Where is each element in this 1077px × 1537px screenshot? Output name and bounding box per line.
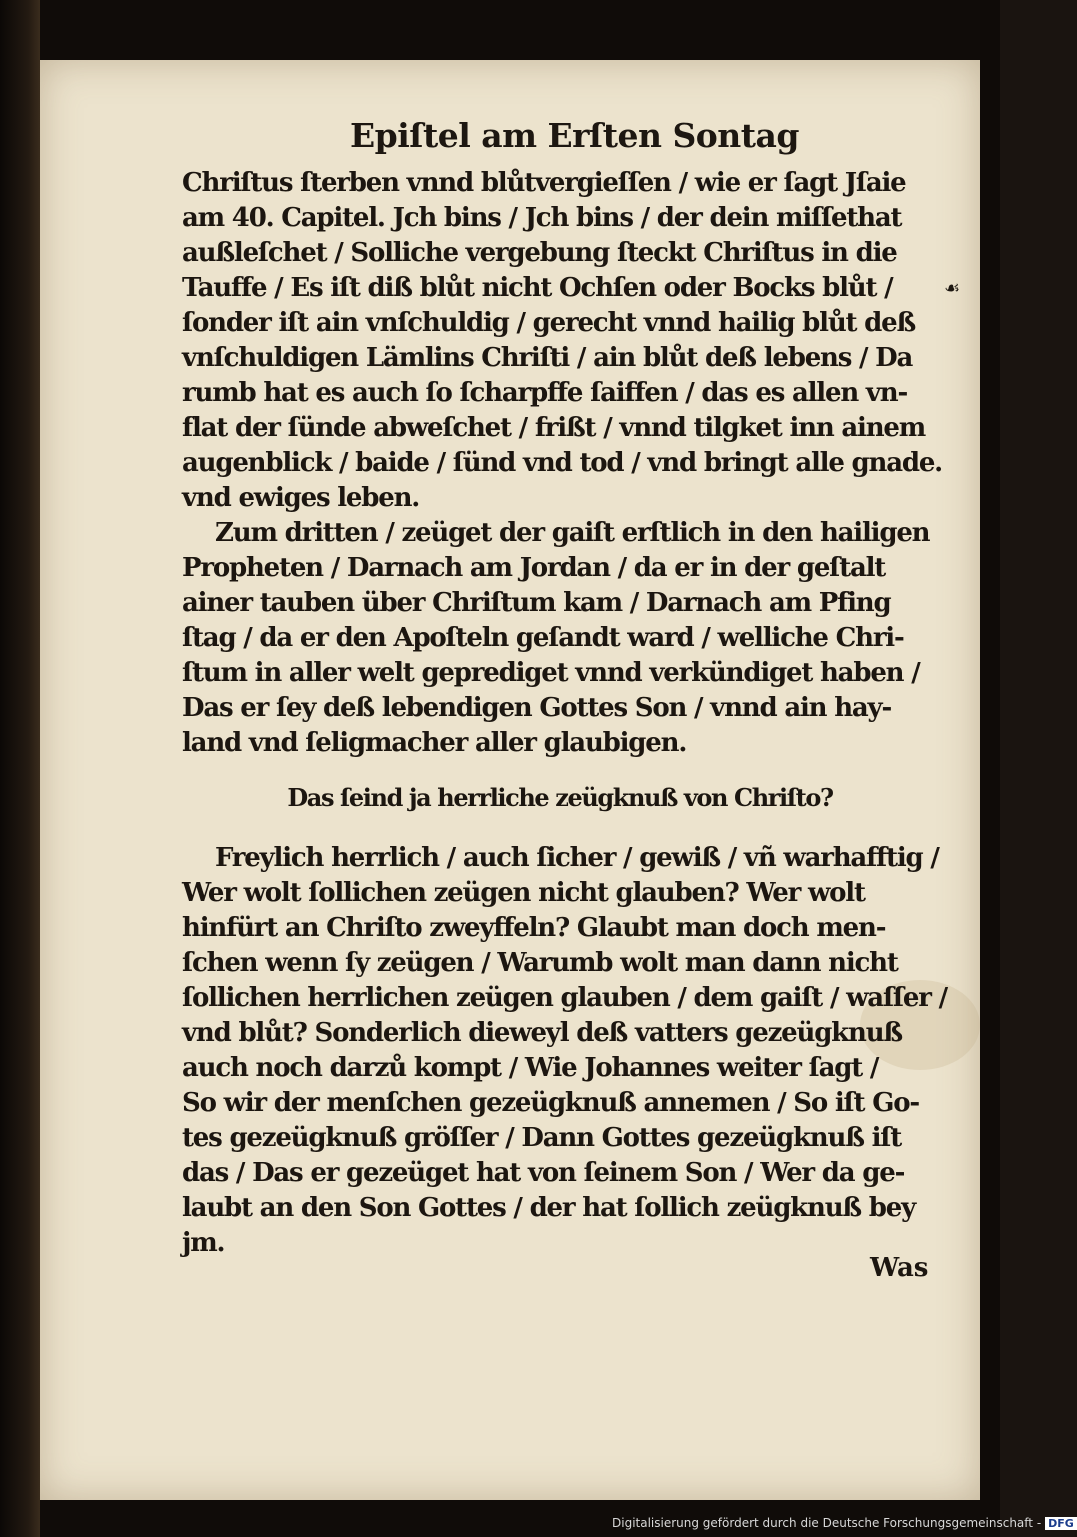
text-line: Tauffe / Es iſt diß blůt nicht Ochſen oder Bocks blůt / bbox=[182, 273, 893, 303]
text-line: jm. bbox=[182, 1228, 225, 1258]
running-header: Epiſtel am Erſten Sontag bbox=[350, 116, 800, 155]
text-line: flat der ſünde abweſchet / frißt / vnnd tilgket inn ainem bbox=[182, 413, 926, 443]
text-line: außleſchet / Solliche vergebung ſteckt Chriſtus in die bbox=[182, 238, 897, 268]
text-line: Zum dritten / zeüget der gaiſt erſtlich in den hailigen bbox=[215, 518, 930, 548]
text-line: auch noch darzů kompt / Wie Johannes weiter ſagt / bbox=[182, 1053, 879, 1083]
text-line: Das er ſey deß lebendigen Gottes Son / vnnd ain hay- bbox=[182, 693, 892, 723]
text-line: ſchen wenn ſy zeügen / Warumb wolt man dann nicht bbox=[182, 948, 898, 978]
catchword: Was bbox=[870, 1253, 929, 1283]
text-line: tes gezeügknuß gröſſer / Dann Gottes gezeügknuß iſt bbox=[182, 1123, 902, 1153]
text-line: ſtag / da er den Apoſteln geſandt ward / welliche Chri- bbox=[182, 623, 904, 653]
credit-text: Digitalisierung gefördert durch die Deutsche Forschungsgemeinschaft - bbox=[612, 1516, 1042, 1530]
text-line: Wer wolt ſollichen zeügen nicht glauben? Wer wolt bbox=[182, 878, 865, 908]
text-line: rumb hat es auch ſo ſcharpffe ſaiffen / das es allen vn- bbox=[182, 378, 908, 408]
text-line: So wir der menſchen gezeügknuß annemen / So iſt Go- bbox=[182, 1088, 919, 1118]
text-line: ſollichen herrlichen zeügen glauben / dem gaiſt / waſſer / bbox=[182, 983, 947, 1013]
text-line: das / Das er gezeüget hat von ſeinem Son / Wer da ge- bbox=[182, 1158, 905, 1188]
text-line: ſtum in aller welt geprediget vnnd verkündiget haben / bbox=[182, 658, 920, 688]
text-line: augenblick / baide / ſünd vnd tod / vnd bringt alle gnade. bbox=[182, 448, 943, 478]
text-line: Freylich herrlich / auch ſicher / gewiß / vñ warhafftig / bbox=[215, 843, 939, 873]
text-line: vnd blůt? Sonderlich dieweyl deß vatters gezeügknuß bbox=[182, 1018, 902, 1048]
book-edge-right bbox=[980, 0, 1000, 1537]
text-line: ſonder iſt ain vnſchuldig / gerecht vnnd hailig blůt deß bbox=[182, 308, 916, 338]
text-line: am 40. Capitel. Jch bins / Jch bins / der dein miſſethat bbox=[182, 203, 902, 233]
text-line: vnſchuldigen Lämlins Chriſti / ain blůt deß lebens / Da bbox=[182, 343, 913, 373]
question-heading: Das ſeind ja herrliche zeügknuß von Chriſto? bbox=[287, 783, 833, 812]
digitization-credit bbox=[612, 1516, 1074, 1534]
dfg-logo: DFG bbox=[1045, 1517, 1077, 1530]
book-edge-left bbox=[0, 0, 40, 1537]
text-line: vnd ewiges leben. bbox=[182, 483, 420, 513]
text-line: Propheten / Darnach am Jordan / da er in der geſtalt bbox=[182, 553, 886, 583]
text-line: ainer tauben über Chriſtum kam / Darnach am Pfing bbox=[182, 588, 891, 618]
text-line: laubt an den Son Gottes / der hat ſollich zeügknuß bey bbox=[182, 1193, 916, 1223]
margin-mark-icon: ☙ bbox=[944, 278, 961, 299]
text-line: Chriſtus ſterben vnnd blůtvergieſſen / wie er ſagt Jſaie bbox=[182, 168, 906, 198]
text-line: land vnd ſeligmacher aller glaubigen. bbox=[182, 728, 687, 758]
text-line: hinfürt an Chriſto zweyffeln? Glaubt man doch men- bbox=[182, 913, 886, 943]
